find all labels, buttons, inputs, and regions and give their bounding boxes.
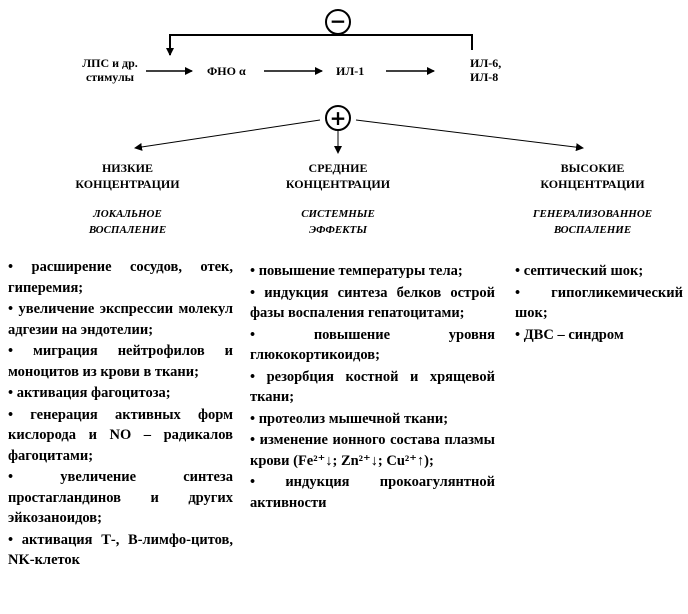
list-item: • увеличение экспрессии молекул адгезии на эндотелии; [8, 299, 233, 340]
list-item: • индукция прокоагулянтной активности [250, 472, 495, 513]
list-item: • резорбция костной и хрящевой ткани; [250, 367, 495, 408]
feedback-loop [170, 35, 472, 55]
list-item: • протеолиз мышечной ткани; [250, 409, 495, 430]
list-item: • септический шок; [515, 261, 683, 282]
local-inflammation-subtitle: ЛОКАЛЬНОЕ ВОСПАЛЕНИЕ [88, 208, 167, 236]
il-out-line-1: ИЛ-6, [470, 56, 502, 70]
list-item: • увеличение синтеза простагландинов и других эйкозаноидов; [8, 467, 233, 529]
il1-node: ИЛ-1 [336, 64, 365, 78]
list-item: • гипогликемический шок; [515, 283, 683, 324]
high-concentration-title: ВЫСОКИЕ КОНЦЕНТРАЦИИ [540, 161, 645, 191]
list-item: • ДВС – синдром [515, 325, 683, 346]
list-item: • повышение уровня глюкокортикоидов; [250, 325, 495, 366]
stimuli-line-2: стимулы [85, 70, 135, 84]
generalized-inflammation-subtitle: ГЕНЕРАЛИЗОВАННОЕ ВОСПАЛЕНИЕ [532, 208, 653, 236]
il-out-line-2: ИЛ-8 [470, 70, 499, 84]
high-effects-list [515, 261, 683, 346]
medium-concentration-title: СРЕДНИЕ КОНЦЕНТРАЦИИ [285, 161, 391, 191]
il6-il8-node [470, 56, 501, 84]
stimuli-line-1: ЛПС и др. [82, 56, 138, 70]
medium-effects-list [250, 261, 495, 514]
stimuli-node [70, 56, 150, 84]
list-item: • генерация активных форм кислорода и NO – радикалов фагоцитами; [8, 405, 233, 467]
inhibit-sign: − [329, 9, 347, 33]
tnf-node: ФНО α [207, 64, 246, 78]
list-item: • повышение температуры тела; [250, 261, 495, 282]
list-item: • активация фагоцитоза; [8, 383, 233, 404]
arrow-to-high [356, 120, 583, 148]
arrow-to-low [135, 120, 320, 148]
low-effects-list [8, 257, 233, 572]
list-item: • активация Т-, В-лимфо-цитов, NK-клеток [8, 530, 233, 571]
list-item: • изменение ионного состава плазмы крови (Fe²⁺↓; Zn²⁺↓; Cu²⁺↑); [250, 430, 495, 471]
systemic-effects-subtitle: СИСТЕМНЫЕ ЭФФЕКТЫ [301, 208, 375, 236]
stimulate-sign: + [329, 106, 347, 130]
list-item: • индукция синтеза белков острой фазы воспаления гепатоцитами; [250, 283, 495, 324]
list-item: • миграция нейтрофилов и моноцитов из крови в ткани; [8, 341, 233, 382]
low-concentration-title: НИЗКИЕ КОНЦЕНТРАЦИИ [75, 161, 180, 191]
list-item: • расширение сосудов, отек, гиперемия; [8, 257, 233, 298]
